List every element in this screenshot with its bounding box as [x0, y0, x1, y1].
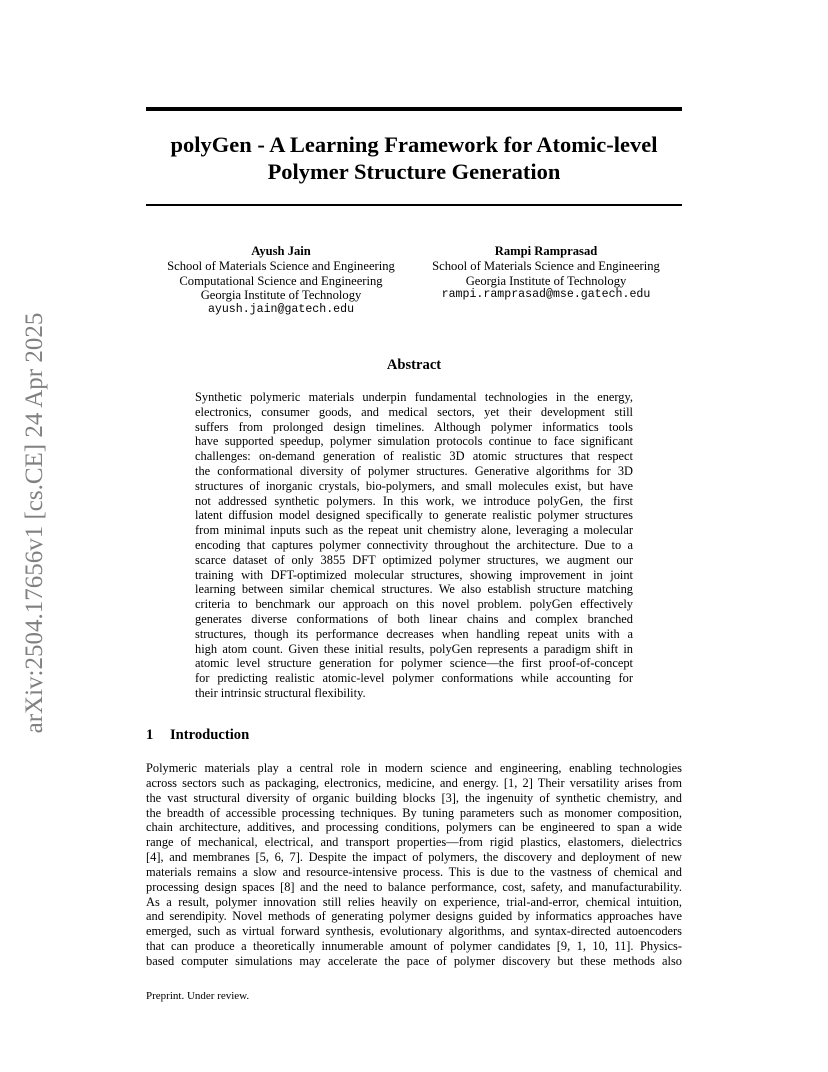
abstract-line: atomic level structure generation for polymer science—the first proof-of-concept — [195, 656, 633, 671]
intro-line: based computer simulations may accelerate the pace of polymer discovery but these methods also — [146, 953, 682, 968]
abstract-line: challenges: on-demand generation of realistic 3D atomic structures that respect — [195, 449, 633, 464]
author-name: Ayush Jain — [251, 244, 311, 258]
introduction-body — [146, 761, 682, 969]
title-line: polyGen - A Learning Framework for Atomic-level — [170, 132, 658, 157]
intro-line: and serendipity. Novel methods of generating polymer designs guided by informatics approaches have — [146, 909, 682, 924]
author-affiliation: Computational Science and Engineering — [179, 273, 383, 288]
abstract-line: have supported speedup, polymer simulation protocols continue to face significant — [195, 434, 633, 449]
arxiv-identifier-stamp: arXiv:2504.17656v1 [cs.CE] 24 Apr 2025 — [21, 312, 48, 734]
section-heading-introduction — [146, 727, 249, 744]
abstract-line: generates diverse conformations of both linear chains and complex branched — [195, 611, 633, 626]
author-affiliation: School of Materials Science and Engineering — [167, 258, 395, 273]
abstract-line: the conformational diversity of polymer structures. Generative algorithms for 3D — [195, 463, 633, 478]
abstract-line: Synthetic polymeric materials underpin fundamental technologies in the energy, — [195, 390, 633, 404]
abstract-heading: Abstract — [386, 357, 442, 373]
abstract-line: for predicting realistic atomic-level polymer conformations while accounting for — [195, 671, 633, 686]
paper-title — [146, 131, 682, 185]
abstract-line: from minimal inputs such as the repeat unit chemistry alone, leveraging a molecular — [195, 523, 633, 538]
abstract-line: structures of inorganic crystals, bio-polymers, and small molecules exist, but have — [195, 478, 633, 493]
abstract-line: training with DFT-optimized molecular structures, showing improvement in joint — [195, 567, 633, 582]
intro-line: chain architecture, additives, and processing conditions, polymers can be engineered to span a wide — [146, 820, 682, 835]
title-bottom-rule — [146, 204, 682, 206]
intro-line: the vast structural diversity of organic building blocks [3], the ingenuity of synthetic chemistry, and — [146, 790, 682, 805]
abstract-line: suffers from prolonged design timelines. Although polymer informatics tools — [195, 419, 633, 434]
intro-line: that can produce a theoretically innumerable amount of polymer candidates [9, 1, 10, 11]. Physics- — [146, 939, 682, 954]
abstract-line: criteria to benchmark our approach on this novel problem. polyGen effectively — [195, 597, 633, 612]
abstract-line: high atom count. Given these initial results, polyGen represents a paradigm shift in — [195, 641, 633, 656]
title-top-rule — [146, 107, 682, 111]
author-affiliation: Georgia Institute of Technology — [465, 273, 627, 288]
author-block-2 — [421, 244, 671, 303]
author-name: Rampi Ramprasad — [494, 244, 598, 258]
abstract-line: electronics, consumer goods, and medical sectors, yet their development still — [195, 404, 633, 419]
author-affiliation: Georgia Institute of Technology — [200, 288, 362, 303]
intro-line: the breadth of accessible processing techniques. By tuning parameters such as monomer composition, — [146, 805, 682, 820]
abstract-line: not addressed synthetic polymers. In this work, we introduce polyGen, the first — [195, 493, 633, 508]
abstract-line: structures, though its performance decreases when handling repeat units with a — [195, 626, 633, 641]
title-line: Polymer Structure Generation — [267, 159, 561, 184]
author-block-1 — [156, 244, 406, 318]
intro-line: [4], and membranes [5, 6, 7]. Despite the impact of polymers, the discovery and deployment of new — [146, 850, 682, 865]
section-number: 1 — [146, 727, 154, 743]
abstract-line: encoding that captures polymer connectivity throughout the architecture. Due to a — [195, 537, 633, 552]
section-title: Introduction — [170, 727, 250, 743]
author-email[interactable]: ayush.jain@gatech.edu — [207, 303, 355, 317]
author-email[interactable]: rampi.ramprasad@mse.gatech.edu — [441, 288, 651, 302]
author-affiliation: School of Materials Science and Engineering — [432, 258, 660, 273]
abstract-line: scarce dataset of only 3855 DFT optimized polymer structures, we augment our — [195, 552, 633, 567]
preprint-footer-note: Preprint. Under review. — [146, 990, 250, 1002]
intro-line: emerged, such as virtual forward synthesis, evolutionary algorithms, and syntax-directed autoencoders — [146, 924, 682, 939]
abstract-line: their intrinsic structural flexibility. — [195, 685, 366, 700]
intro-line: processing design spaces [8] and the need to balance performance, cost, safety, and manufacturability. — [146, 879, 682, 894]
intro-line: materials remains a slow and resource-intensive process. This is due to the vastness of chemical and — [146, 864, 682, 879]
abstract-body — [195, 390, 633, 701]
abstract-line: latent diffusion model designed specifically to generate realistic polymer structures — [195, 508, 633, 523]
intro-line: Polymeric materials play a central role in modern science and engineering, enabling technologies — [146, 761, 682, 775]
intro-line: range of mechanical, electrical, and transport properties—from rigid plastics, elastomers, dielectrics — [146, 835, 682, 850]
intro-line: As a result, polymer innovation still relies heavily on experience, trial-and-error, chemical intuition, — [146, 894, 682, 909]
intro-line: across sectors such as packaging, electronics, medicine, and energy. [1, 2] Their versatility arises from — [146, 775, 682, 790]
abstract-line: learning between similar chemical structures. We also establish structure matching — [195, 582, 633, 597]
